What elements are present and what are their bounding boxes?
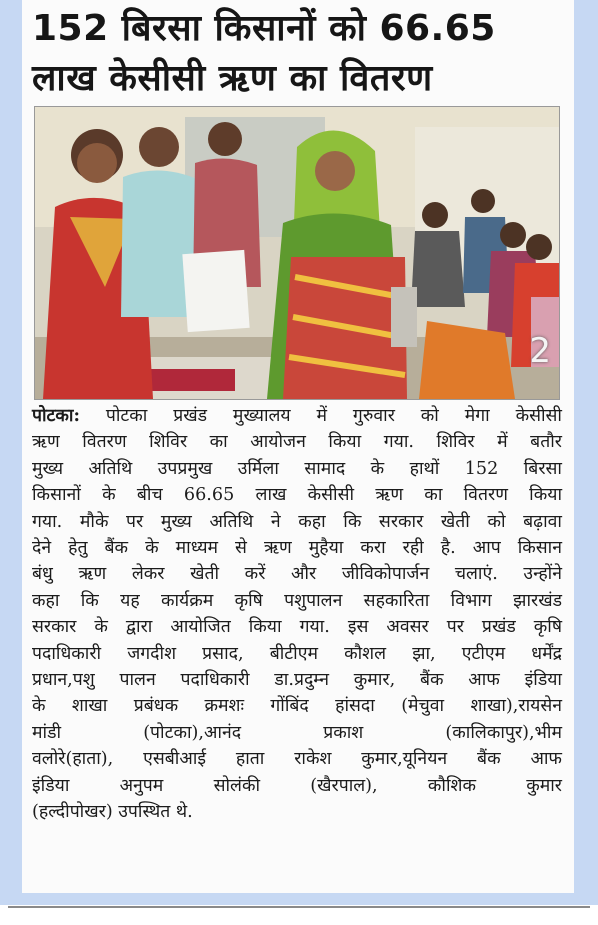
article-line: मांडी (पोटका),आनंद प्रकाश (कालिकापुर),भीम (32, 722, 562, 743)
photo-illustration (35, 107, 559, 399)
page-frame-left (0, 0, 22, 905)
article-line (32, 403, 562, 429)
article-line: प्रधान,पशु पालन पदाधिकारी डा.प्रदुम्न कुमार, बैंक आफ इंडिया (32, 670, 562, 691)
article-line: किसानों के बीच 66.65 लाख केसीसी ऋण का वितरण किया (32, 485, 562, 506)
headline (32, 4, 572, 104)
article-line: सरकार के द्वारा आयोजित किया गया. इस अवसर पर प्रखंड कृषि (32, 617, 562, 638)
page-frame-right (574, 0, 598, 905)
article-line: कहा कि यह कार्यक्रम कृषि पशुपालन सहकारिता विभाग झारखंड (32, 590, 562, 611)
news-photo (34, 106, 560, 400)
article-line: ऋण वितरण शिविर का आयोजन किया गया. शिविर में बतौर (32, 432, 562, 453)
article-line: पदाधिकारी जगदीश प्रसाद, बीटीएम कौशल झा, एटीएम धर्मेंद्र (32, 643, 562, 664)
article-line: के शाखा प्रबंधक क्रमशः गोंबिंद हांसदा (मेचुवा शाखा),रायसेन (32, 696, 562, 717)
newspaper-clipping (22, 0, 574, 893)
headline-line-2: लाख केसीसी ऋण का वितरण (32, 58, 433, 99)
headline-line-1: 152 बिरसा किसानों को 66.65 (32, 8, 496, 49)
article-line: गया. मौके पर मुख्य अतिथि ने कहा कि सरकार खेती को बढ़ावा (32, 511, 562, 532)
article-line: मुख्य अतिथि उपप्रमुख उर्मिला सामाद के हाथों 152 बिरसा (32, 458, 562, 479)
article-body (32, 403, 562, 826)
article-line: देने हेतु बैंक के माध्यम से ऋण मुहैया करा रही है. आप किसान (32, 538, 562, 559)
page-frame-bottom (0, 893, 598, 905)
article-line: इंडिया अनुपम सोलंकी (खैरपाल), कौशिक कुमार (32, 775, 562, 796)
article-line: वलोरे(हाता), एसबीआई हाता राकेश कुमार,यूनियन बैंक आफ (32, 749, 562, 770)
photo-number-label: 2 (529, 331, 551, 371)
article-line: बंधु ऋण लेकर खेती करें और जीविकोपार्जन चलाएं. उन्होंने (32, 564, 562, 585)
article-line: (हल्दीपोखर) उपस्थित थे. (32, 802, 193, 823)
bottom-rule (8, 906, 590, 908)
article-line-text: पोटका प्रखंड मुख्यालय में गुरुवार को मेगा केसीसी (79, 406, 562, 426)
dateline: पोटका: (32, 405, 80, 426)
